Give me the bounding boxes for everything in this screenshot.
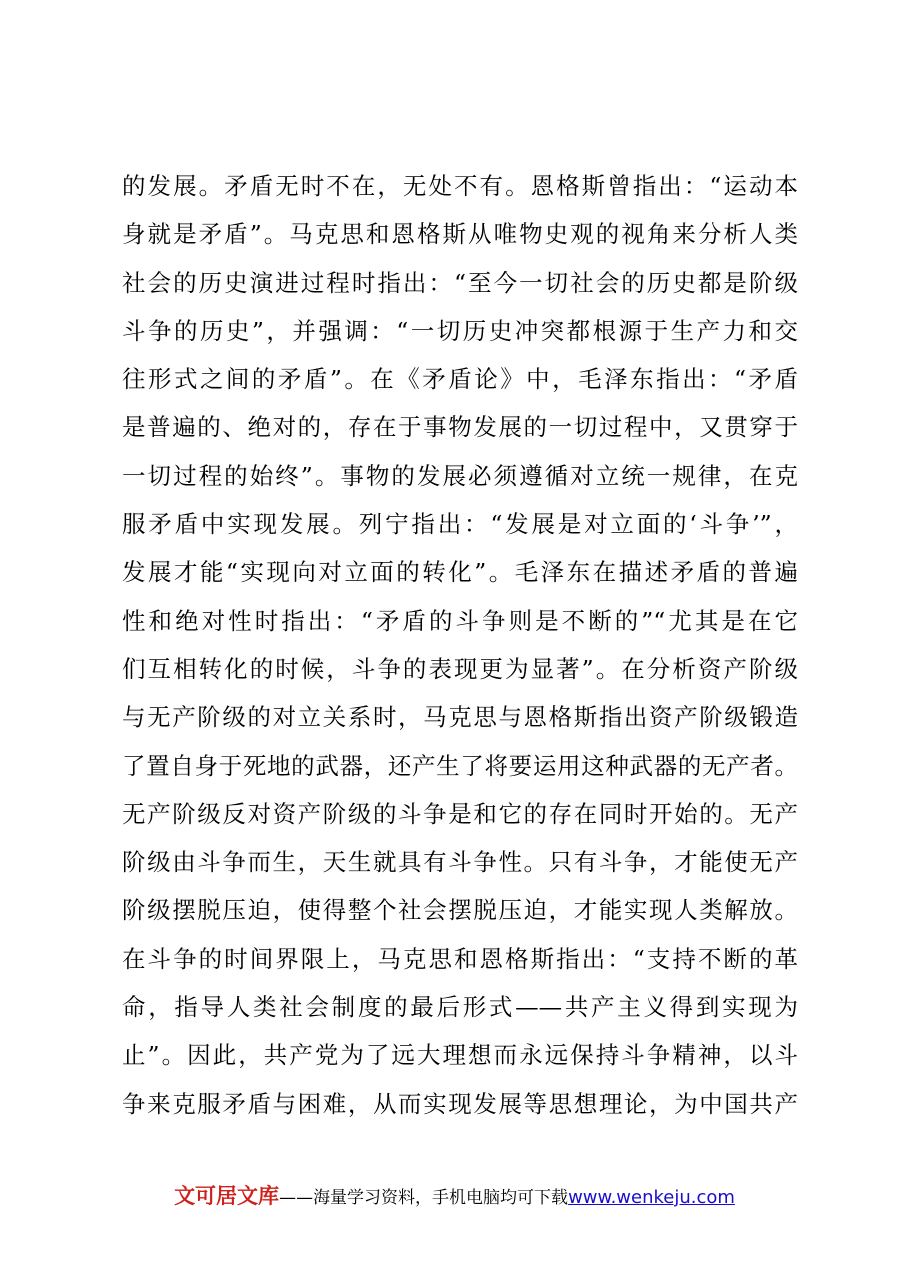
text-line-14: 无产阶级反对资产阶级的斗争是和它的存在同时开始的。无产 (122, 799, 798, 828)
text-line-18: 命，指导人类社会制度的最后形式——共产主义得到实现为 (122, 993, 798, 1022)
footer-brand: 文可居文库 (174, 1184, 280, 1208)
text-line-20: 争来克服矛盾与困难，从而实现发展等思想理论，为中国共产 (122, 1089, 798, 1118)
text-line-10: 性和绝对性时指出：“矛盾的斗争则是不断的”“尤其是在它 (122, 606, 798, 635)
text-line-1: 的发展。矛盾无时不在，无处不有。恩格斯曾指出：“运动本 (122, 172, 798, 200)
page-footer (0, 1180, 909, 1210)
text-line-6: 是普遍的、绝对的，存在于事物发展的一切过程中，又贯穿于 (122, 413, 798, 442)
text-line-9: 发展才能“实现向对立面的转化”。毛泽东在描述矛盾的普遍 (122, 558, 798, 587)
footer-website-link[interactable]: www.wenkeju.com (568, 1187, 735, 1208)
text-line-15: 阶级由斗争而生，天生就具有斗争性。只有斗争，才能使无产 (122, 848, 798, 877)
footer-slogan: ——海量学习资料，手机电脑均可下载 (279, 1188, 569, 1208)
text-line-17: 在斗争的时间界限上，马克思和恩格斯指出：“支持不断的革 (122, 944, 798, 973)
text-line-2: 身就是矛盾”。马克思和恩格斯从唯物史观的视角来分析人类 (122, 220, 798, 249)
text-line-11: 们互相转化的时候，斗争的表现更为显著”。在分析资产阶级 (122, 654, 798, 683)
text-line-8: 服矛盾中实现发展。列宁指出：“发展是对立面的‘斗争’”， (122, 510, 798, 539)
text-line-7: 一切过程的始终”。事物的发展必须遵循对立统一规律，在克 (122, 461, 798, 490)
text-line-3: 社会的历史演进过程时指出：“至今一切社会的历史都是阶级 (122, 268, 798, 297)
text-line-13: 了置自身于死地的武器，还产生了将要运用这种武器的无产者。 (122, 751, 798, 780)
text-line-5: 往形式之间的矛盾”。在《矛盾论》中，毛泽东指出：“矛盾 (122, 365, 798, 394)
document-body (122, 162, 798, 1128)
text-line-12: 与无产阶级的对立关系时，马克思与恩格斯指出资产阶级锻造 (122, 703, 798, 732)
text-line-4: 斗争的历史”，并强调：“一切历史冲突都根源于生产力和交 (122, 316, 798, 345)
text-line-19: 止”。因此，共产党为了远大理想而永远保持斗争精神，以斗 (122, 1041, 798, 1070)
text-line-16: 阶级摆脱压迫，使得整个社会摆脱压迫，才能实现人类解放。 (122, 896, 798, 925)
